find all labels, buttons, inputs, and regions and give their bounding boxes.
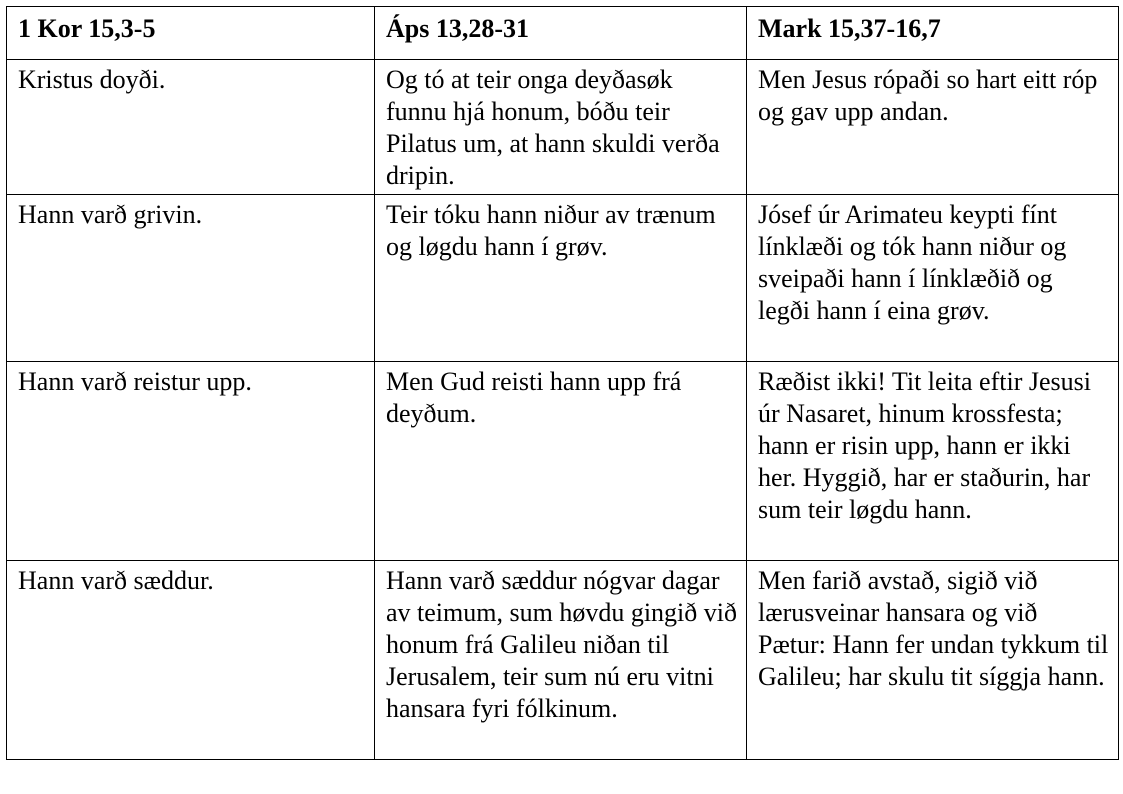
header-cell-aps — [375, 7, 747, 60]
table-row — [7, 195, 1119, 362]
header-cell-1-kor — [7, 7, 375, 60]
table-cell — [7, 561, 375, 760]
cell-text: Teir tóku hann niður av trænum og løgdu hann í grøv. — [386, 200, 716, 261]
table-cell — [747, 561, 1119, 760]
table-cell — [375, 195, 747, 362]
cell-text: Men farið avstað, sigið við lærusveinar hansara og við Pætur: Hann fer undan tykkum til Galileu; har skulu tit síggja hann. — [758, 566, 1109, 691]
cell-text: Kristus doyði. — [18, 65, 166, 94]
table-cell — [7, 60, 375, 195]
table-row — [7, 561, 1119, 760]
table-cell — [747, 362, 1119, 561]
cell-text: Hann varð sæddur nógvar dagar av teimum, sum høvdu gingið við honum frá Galileu niðan til Jerusalem, teir sum nú eru vitni hansara fyri fólkinum. — [386, 566, 737, 723]
table-cell — [747, 60, 1119, 195]
table-cell — [7, 195, 375, 362]
header-label: Áps 13,28-31 — [386, 14, 530, 43]
synopsis-table — [6, 6, 1119, 760]
table-cell — [747, 195, 1119, 362]
cell-text: Men Gud reisti hann upp frá deyðum. — [386, 367, 682, 428]
cell-text: Hann varð grivin. — [18, 200, 203, 229]
table-cell — [375, 561, 747, 760]
table-cell — [375, 362, 747, 561]
table-cell — [375, 60, 747, 195]
table-header-row — [7, 7, 1119, 60]
header-label: Mark 15,37-16,7 — [758, 14, 941, 43]
header-label: 1 Kor 15,3-5 — [18, 14, 156, 43]
cell-text: Ræðist ikki! Tit leita eftir Jesusi úr Nasaret, hinum krossfesta; hann er risin upp, hann er ikki her. Hyggið, har er staðurin, har sum teir løgdu hann. — [758, 367, 1091, 524]
table-row — [7, 362, 1119, 561]
cell-text: Og tó at teir onga deyðasøk funnu hjá honum, bóðu teir Pilatus um, at hann skuldi verða dripin. — [386, 65, 720, 190]
cell-text: Hann varð sæddur. — [18, 566, 214, 595]
table-row — [7, 60, 1119, 195]
table-cell — [7, 362, 375, 561]
cell-text: Men Jesus rópaði so hart eitt róp og gav upp andan. — [758, 65, 1098, 126]
cell-text: Jósef úr Arimateu keypti fínt línklæði og tók hann niður og sveipaði hann í línklæðið og legði hann í eina grøv. — [758, 200, 1067, 325]
header-cell-mark — [747, 7, 1119, 60]
cell-text: Hann varð reistur upp. — [18, 367, 252, 396]
